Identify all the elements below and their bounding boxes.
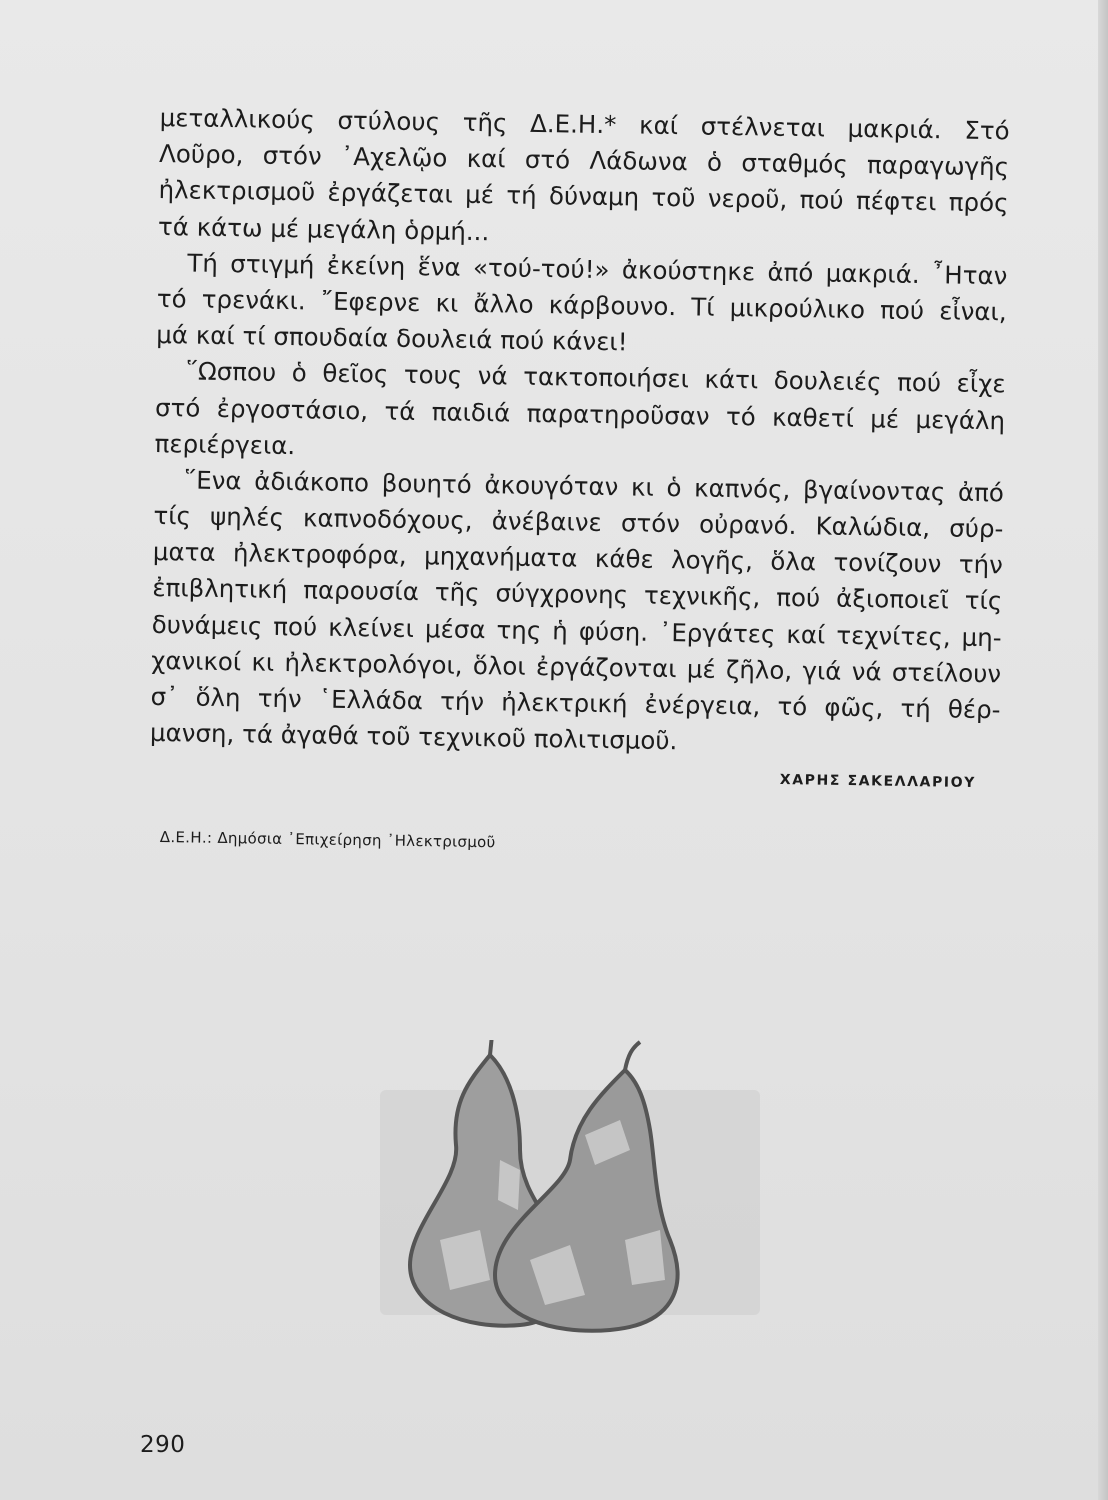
word: νά — [851, 656, 882, 687]
word: κι — [251, 647, 275, 677]
word: ῞Ενα — [183, 465, 242, 496]
word: περιέργεια. — [154, 428, 296, 460]
word: πού — [879, 295, 925, 325]
word: τό — [725, 401, 756, 431]
word: τή — [506, 180, 537, 211]
word: θεῖος — [322, 358, 389, 389]
page-edge-shadow — [1098, 0, 1108, 1500]
word: κι — [630, 472, 655, 502]
word: πού — [273, 611, 318, 642]
word: στέλνεται — [700, 111, 826, 143]
word: εἶναι, — [938, 296, 1007, 327]
word: νά — [477, 361, 508, 391]
body-text — [150, 100, 1010, 765]
word: Καλώδια, — [815, 511, 931, 543]
word: ἀνέβαινε — [491, 506, 603, 538]
word: στόν — [620, 508, 681, 539]
word: ᾿Εργάτες — [658, 617, 776, 649]
word: κλείνει — [328, 612, 415, 643]
word: κι — [435, 288, 459, 318]
word: φῶς, — [824, 692, 884, 723]
word: εἶχε — [956, 368, 1006, 399]
word: τίς — [153, 501, 192, 531]
word: καί — [638, 110, 679, 141]
word: Τή — [187, 248, 219, 278]
word: λογῆς, — [670, 545, 754, 576]
word: ἠλεκτροφόρα, — [232, 538, 407, 571]
word: παρατηροῦσαν — [526, 398, 710, 431]
word: φύση. — [578, 616, 649, 647]
word: ἐργάζονται — [535, 651, 677, 683]
word: δυνάμεις — [151, 609, 263, 641]
word: παραγωγῆς — [866, 150, 1010, 182]
word: σ᾿ — [150, 681, 179, 712]
word: ᾿Αχελῷο — [340, 142, 448, 173]
word: γιά — [802, 655, 842, 686]
word: ἀκούστηκε — [621, 255, 756, 287]
word: ἀξιοποιεῖ — [835, 584, 950, 615]
word: ἄλλο — [473, 288, 534, 319]
word: ὅλοι — [472, 650, 526, 681]
word: κάρβουνο. — [548, 290, 677, 322]
word: τή — [900, 693, 931, 724]
word: πού — [896, 367, 942, 398]
page-number: 290 — [140, 1432, 186, 1458]
word: τῆς — [434, 577, 480, 608]
word: μά καί τί σπουδαία δουλειά πού κάνει! — [156, 320, 628, 357]
word: στό — [154, 392, 201, 423]
word: βγαίνοντας — [802, 475, 946, 507]
word: πού — [776, 583, 821, 613]
word: τεχνικῆς, — [643, 581, 761, 612]
word: ἐπιβλητική — [152, 573, 288, 605]
word: πού — [799, 185, 844, 216]
word: τήν — [257, 683, 302, 714]
word: κάθε — [594, 544, 654, 575]
word: δύναμη — [548, 181, 640, 212]
word: κάτι — [704, 364, 759, 395]
word: δουλειές — [773, 365, 882, 397]
word: μέ — [686, 654, 716, 684]
word: μακριά. — [847, 113, 942, 145]
word: πρός — [948, 187, 1009, 218]
word: ὅλη — [195, 682, 241, 713]
word: Τί — [691, 292, 715, 322]
word: Λοῦρο, — [158, 139, 244, 170]
word: ῎Εφερνε — [320, 286, 421, 318]
word: ἠλεκτρολόγοι, — [284, 647, 463, 680]
word: τρενάκι. — [201, 284, 306, 316]
word: ἕνα — [417, 251, 461, 282]
word: ῏Ηταν — [931, 259, 1008, 291]
word: καί — [466, 144, 506, 174]
word: στείλουν — [891, 657, 1002, 689]
word: καθετί — [771, 402, 855, 433]
word: τους — [403, 360, 463, 391]
word: «τού-τού!» — [472, 252, 610, 284]
word: ἀδιάκοπο — [254, 466, 370, 498]
word: βουητό — [381, 468, 473, 499]
word: τό — [777, 691, 808, 722]
word: στύλους — [337, 105, 441, 137]
word: τοῦ — [651, 183, 696, 213]
word: ἐνέργεια, — [644, 689, 761, 721]
word: ἠλεκτρισμοῦ — [158, 175, 316, 207]
word: σταθμός — [741, 148, 848, 179]
word: τακτοποιήσει — [522, 362, 690, 394]
word: ἀπό — [957, 477, 1005, 508]
word: στιγμή — [230, 248, 315, 280]
word: ἀπό — [767, 257, 814, 288]
word: νεροῦ, — [707, 183, 788, 215]
word: Λάδωνα — [589, 145, 688, 177]
word: μη- — [961, 622, 1002, 652]
word: μέ — [870, 403, 900, 434]
word: Στό — [964, 115, 1010, 146]
word: ἐργάζεται — [327, 178, 453, 209]
word: ὁ — [706, 147, 723, 178]
word: ἐκείνη — [326, 250, 406, 281]
word: καπνός, — [693, 473, 791, 504]
word: μεταλλικούς — [159, 102, 315, 135]
word: ψηλές — [209, 501, 285, 533]
word: μακριά. — [825, 258, 920, 289]
word: τήν — [958, 549, 1004, 580]
word: τά κάτω μέ μεγάλη ὁρμή... — [157, 211, 490, 246]
word: μηχανήματα — [423, 541, 578, 573]
word: ἀκουγόταν — [484, 470, 619, 502]
word: ἐργοστάσιο, — [216, 393, 369, 425]
word: μανση, τά ἀγαθά τοῦ τεχνικοῦ πολιτισμοῦ. — [149, 718, 678, 756]
word: τεχνίτες, — [836, 620, 951, 652]
word: ὁ — [666, 472, 682, 503]
word: χανικοί — [150, 645, 242, 677]
word: ῾Ελλάδα — [318, 684, 424, 716]
word: καπνοδόχους, — [302, 503, 473, 536]
word: θέρ- — [947, 694, 1001, 725]
word: στόν — [262, 140, 322, 171]
word: σύρ- — [949, 513, 1004, 544]
pears-illustration — [370, 1040, 770, 1340]
word: μέσα — [424, 613, 486, 644]
word: ἠλεκτρική — [501, 687, 628, 719]
word: παρουσία — [303, 575, 420, 607]
word: πέφτει — [855, 186, 937, 217]
word: τονίζουν — [833, 547, 942, 579]
word: ζῆλο, — [725, 654, 793, 685]
word: τῆς — [462, 107, 508, 138]
word: ῞Ωσπου — [185, 356, 277, 388]
word: μέ — [464, 180, 495, 210]
author-signature: ΧΑΡΗΣ ΣΑΚΕΛΛΑΡΙΟΥ — [779, 772, 977, 792]
word: τό — [156, 283, 187, 314]
word: μεγάλη — [915, 404, 1006, 435]
footnote: Δ.Ε.Η.: Δημόσια ᾿Επιχείρηση ᾿Ηλεκτρισμοῦ — [159, 828, 496, 852]
word: ὁ — [291, 358, 307, 388]
word: ὅλα — [770, 546, 817, 577]
word: ματα — [152, 537, 216, 568]
word: καί — [786, 619, 826, 650]
word: οὐρανό. — [698, 509, 797, 541]
word: τά — [384, 396, 416, 426]
word: στό — [524, 144, 571, 175]
word: της — [496, 614, 542, 645]
word: τίς — [964, 586, 1003, 616]
word: τήν — [439, 686, 485, 717]
word: μικρούλικο — [729, 292, 866, 325]
word: παιδιά — [431, 396, 511, 428]
word: Δ.Ε.Η.* — [529, 108, 617, 140]
word: σύγχρονης — [495, 578, 629, 610]
word: ἡ — [552, 615, 569, 646]
